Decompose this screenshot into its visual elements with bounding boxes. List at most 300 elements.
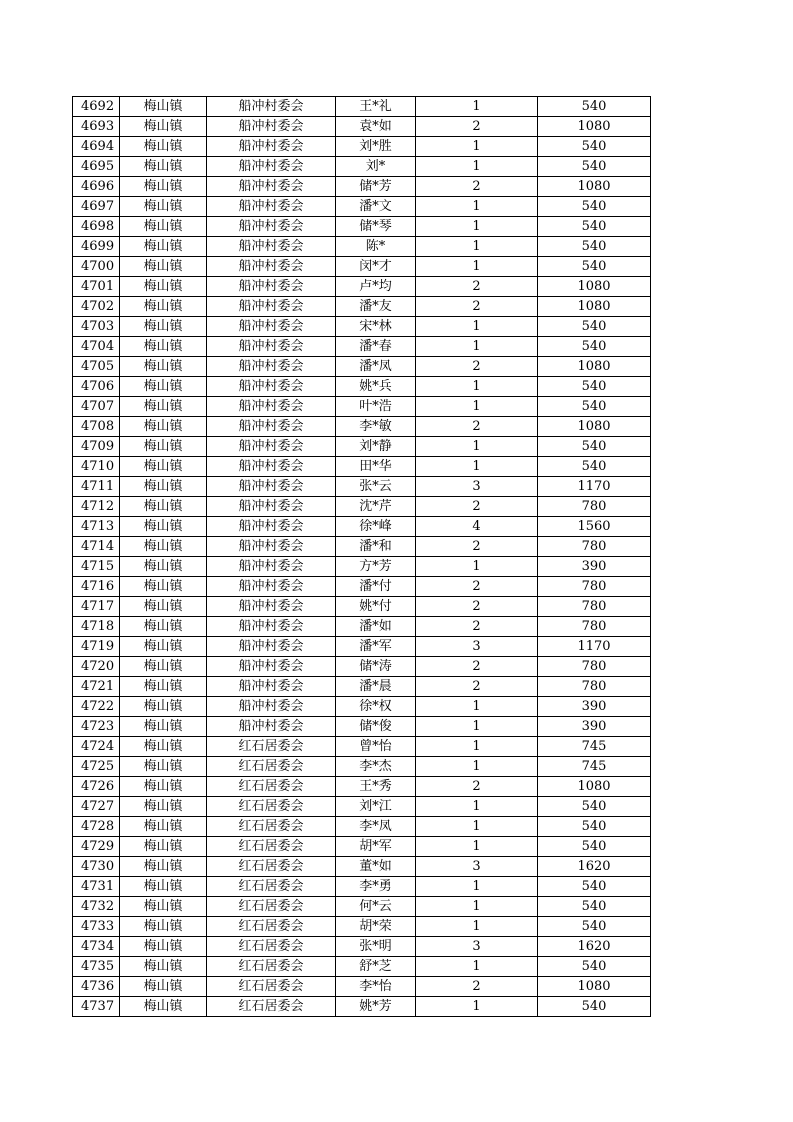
person-name-cell: 姚*付 [336,597,416,617]
amount-cell: 1080 [538,117,651,137]
row-number-cell: 4714 [73,537,120,557]
person-name-cell: 李*怡 [336,977,416,997]
count-cell: 2 [416,577,538,597]
person-name-cell: 胡*荣 [336,917,416,937]
amount-cell: 540 [538,257,651,277]
committee-cell: 红石居委会 [207,877,336,897]
committee-cell: 船冲村委会 [207,97,336,117]
table-row [73,977,651,997]
committee-cell: 船冲村委会 [207,617,336,637]
table-row [73,137,651,157]
committee-cell: 船冲村委会 [207,317,336,337]
person-name-cell: 徐*峰 [336,517,416,537]
amount-cell: 540 [538,897,651,917]
count-cell: 1 [416,197,538,217]
table-row [73,557,651,577]
table-row [73,417,651,437]
amount-cell: 1080 [538,297,651,317]
count-cell: 1 [416,737,538,757]
table-row [73,577,651,597]
town-cell: 梅山镇 [120,937,207,957]
person-name-cell: 董*如 [336,857,416,877]
person-name-cell: 沈*芹 [336,497,416,517]
town-cell: 梅山镇 [120,877,207,897]
person-name-cell: 潘*春 [336,337,416,357]
amount-cell: 780 [538,497,651,517]
town-cell: 梅山镇 [120,397,207,417]
table-row [73,117,651,137]
committee-cell: 船冲村委会 [207,497,336,517]
committee-cell: 红石居委会 [207,937,336,957]
person-name-cell: 田*华 [336,457,416,477]
amount-cell: 390 [538,717,651,737]
amount-cell: 540 [538,957,651,977]
count-cell: 1 [416,717,538,737]
amount-cell: 540 [538,137,651,157]
row-number-cell: 4708 [73,417,120,437]
row-number-cell: 4724 [73,737,120,757]
table-row [73,897,651,917]
table-row [73,757,651,777]
committee-cell: 船冲村委会 [207,657,336,677]
table-row [73,377,651,397]
town-cell: 梅山镇 [120,477,207,497]
table-row [73,517,651,537]
table-row [73,437,651,457]
row-number-cell: 4726 [73,777,120,797]
table-row [73,717,651,737]
person-name-cell: 潘*如 [336,617,416,637]
count-cell: 3 [416,637,538,657]
count-cell: 1 [416,877,538,897]
committee-cell: 船冲村委会 [207,257,336,277]
person-name-cell: 张*云 [336,477,416,497]
count-cell: 3 [416,477,538,497]
amount-cell: 540 [538,917,651,937]
amount-cell: 1560 [538,517,651,537]
person-name-cell: 舒*芝 [336,957,416,977]
amount-cell: 390 [538,557,651,577]
count-cell: 2 [416,617,538,637]
town-cell: 梅山镇 [120,817,207,837]
count-cell: 2 [416,357,538,377]
row-number-cell: 4701 [73,277,120,297]
person-name-cell: 刘* [336,157,416,177]
row-number-cell: 4700 [73,257,120,277]
row-number-cell: 4704 [73,337,120,357]
committee-cell: 红石居委会 [207,897,336,917]
count-cell: 1 [416,157,538,177]
table-row [73,537,651,557]
row-number-cell: 4719 [73,637,120,657]
town-cell: 梅山镇 [120,957,207,977]
count-cell: 1 [416,257,538,277]
amount-cell: 1080 [538,177,651,197]
count-cell: 1 [416,697,538,717]
town-cell: 梅山镇 [120,737,207,757]
committee-cell: 红石居委会 [207,997,336,1017]
committee-cell: 船冲村委会 [207,277,336,297]
row-number-cell: 4736 [73,977,120,997]
count-cell: 2 [416,277,538,297]
committee-cell: 船冲村委会 [207,217,336,237]
committee-cell: 红石居委会 [207,797,336,817]
town-cell: 梅山镇 [120,857,207,877]
row-number-cell: 4715 [73,557,120,577]
person-name-cell: 姚*兵 [336,377,416,397]
town-cell: 梅山镇 [120,497,207,517]
committee-cell: 红石居委会 [207,837,336,857]
person-name-cell: 潘*友 [336,297,416,317]
table-row [73,737,651,757]
count-cell: 2 [416,777,538,797]
town-cell: 梅山镇 [120,677,207,697]
committee-cell: 红石居委会 [207,977,336,997]
amount-cell: 780 [538,677,651,697]
amount-cell: 1620 [538,937,651,957]
person-name-cell: 曾*怡 [336,737,416,757]
count-cell: 2 [416,417,538,437]
town-cell: 梅山镇 [120,377,207,397]
row-number-cell: 4712 [73,497,120,517]
person-name-cell: 张*明 [336,937,416,957]
town-cell: 梅山镇 [120,517,207,537]
committee-cell: 船冲村委会 [207,517,336,537]
table-row [73,877,651,897]
committee-cell: 船冲村委会 [207,457,336,477]
row-number-cell: 4722 [73,697,120,717]
person-name-cell: 潘*军 [336,637,416,657]
row-number-cell: 4735 [73,957,120,977]
table-row [73,837,651,857]
committee-cell: 船冲村委会 [207,537,336,557]
person-name-cell: 储*芳 [336,177,416,197]
committee-cell: 船冲村委会 [207,117,336,137]
amount-cell: 1170 [538,477,651,497]
amount-cell: 745 [538,757,651,777]
person-name-cell: 潘*付 [336,577,416,597]
count-cell: 2 [416,297,538,317]
town-cell: 梅山镇 [120,457,207,477]
table-row [73,237,651,257]
amount-cell: 1080 [538,417,651,437]
town-cell: 梅山镇 [120,657,207,677]
count-cell: 1 [416,217,538,237]
row-number-cell: 4728 [73,817,120,837]
row-number-cell: 4692 [73,97,120,117]
count-cell: 2 [416,977,538,997]
row-number-cell: 4706 [73,377,120,397]
row-number-cell: 4705 [73,357,120,377]
person-name-cell: 方*芳 [336,557,416,577]
amount-cell: 540 [538,877,651,897]
town-cell: 梅山镇 [120,997,207,1017]
count-cell: 1 [416,837,538,857]
table-row [73,197,651,217]
committee-cell: 船冲村委会 [207,637,336,657]
table-row [73,277,651,297]
town-cell: 梅山镇 [120,337,207,357]
row-number-cell: 4707 [73,397,120,417]
row-number-cell: 4737 [73,997,120,1017]
row-number-cell: 4727 [73,797,120,817]
row-number-cell: 4697 [73,197,120,217]
town-cell: 梅山镇 [120,537,207,557]
amount-cell: 540 [538,377,651,397]
amount-cell: 540 [538,397,651,417]
count-cell: 1 [416,317,538,337]
person-name-cell: 袁*如 [336,117,416,137]
committee-cell: 船冲村委会 [207,357,336,377]
town-cell: 梅山镇 [120,117,207,137]
person-name-cell: 李*勇 [336,877,416,897]
amount-cell: 540 [538,237,651,257]
table-row [73,497,651,517]
count-cell: 2 [416,497,538,517]
amount-cell: 540 [538,797,651,817]
town-cell: 梅山镇 [120,157,207,177]
count-cell: 1 [416,797,538,817]
town-cell: 梅山镇 [120,357,207,377]
committee-cell: 船冲村委会 [207,157,336,177]
count-cell: 2 [416,177,538,197]
town-cell: 梅山镇 [120,317,207,337]
person-name-cell: 刘*江 [336,797,416,817]
amount-cell: 780 [538,617,651,637]
amount-cell: 1620 [538,857,651,877]
town-cell: 梅山镇 [120,617,207,637]
count-cell: 2 [416,117,538,137]
count-cell: 4 [416,517,538,537]
committee-cell: 船冲村委会 [207,577,336,597]
town-cell: 梅山镇 [120,97,207,117]
committee-cell: 船冲村委会 [207,297,336,317]
row-number-cell: 4723 [73,717,120,737]
committee-cell: 红石居委会 [207,957,336,977]
person-name-cell: 储*俊 [336,717,416,737]
town-cell: 梅山镇 [120,197,207,217]
town-cell: 梅山镇 [120,257,207,277]
person-name-cell: 闵*才 [336,257,416,277]
row-number-cell: 4713 [73,517,120,537]
row-number-cell: 4731 [73,877,120,897]
table-row [73,597,651,617]
committee-cell: 红石居委会 [207,917,336,937]
row-number-cell: 4699 [73,237,120,257]
amount-cell: 745 [538,737,651,757]
count-cell: 1 [416,957,538,977]
row-number-cell: 4734 [73,937,120,957]
table-row [73,477,651,497]
amount-cell: 1170 [538,637,651,657]
table-row [73,637,651,657]
table-row [73,697,651,717]
count-cell: 1 [416,897,538,917]
row-number-cell: 4694 [73,137,120,157]
committee-cell: 船冲村委会 [207,137,336,157]
person-name-cell: 储*涛 [336,657,416,677]
table-row [73,397,651,417]
row-number-cell: 4732 [73,897,120,917]
table-row [73,297,651,317]
count-cell: 1 [416,97,538,117]
count-cell: 1 [416,397,538,417]
count-cell: 1 [416,337,538,357]
person-name-cell: 王*礼 [336,97,416,117]
amount-cell: 540 [538,997,651,1017]
count-cell: 1 [416,137,538,157]
row-number-cell: 4729 [73,837,120,857]
row-number-cell: 4720 [73,657,120,677]
row-number-cell: 4717 [73,597,120,617]
person-name-cell: 李*凤 [336,817,416,837]
town-cell: 梅山镇 [120,237,207,257]
person-name-cell: 潘*和 [336,537,416,557]
row-number-cell: 4696 [73,177,120,197]
town-cell: 梅山镇 [120,437,207,457]
committee-cell: 船冲村委会 [207,437,336,457]
committee-cell: 红石居委会 [207,737,336,757]
table-row [73,177,651,197]
town-cell: 梅山镇 [120,917,207,937]
amount-cell: 540 [538,457,651,477]
amount-cell: 780 [538,537,651,557]
town-cell: 梅山镇 [120,577,207,597]
committee-cell: 船冲村委会 [207,237,336,257]
count-cell: 1 [416,917,538,937]
committee-cell: 船冲村委会 [207,417,336,437]
table-row [73,777,651,797]
town-cell: 梅山镇 [120,417,207,437]
town-cell: 梅山镇 [120,977,207,997]
count-cell: 1 [416,997,538,1017]
table-row [73,937,651,957]
table-row [73,357,651,377]
count-cell: 3 [416,857,538,877]
row-number-cell: 4693 [73,117,120,137]
committee-cell: 红石居委会 [207,757,336,777]
table-row [73,617,651,637]
count-cell: 2 [416,537,538,557]
person-name-cell: 姚*芳 [336,997,416,1017]
town-cell: 梅山镇 [120,137,207,157]
table-row [73,337,651,357]
row-number-cell: 4725 [73,757,120,777]
count-cell: 1 [416,817,538,837]
count-cell: 2 [416,597,538,617]
row-number-cell: 4698 [73,217,120,237]
town-cell: 梅山镇 [120,897,207,917]
table-row [73,97,651,117]
committee-cell: 船冲村委会 [207,477,336,497]
records-table-body [73,97,651,1017]
amount-cell: 540 [538,837,651,857]
town-cell: 梅山镇 [120,777,207,797]
person-name-cell: 潘*凤 [336,357,416,377]
town-cell: 梅山镇 [120,557,207,577]
town-cell: 梅山镇 [120,637,207,657]
table-row [73,157,651,177]
person-name-cell: 储*琴 [336,217,416,237]
person-name-cell: 潘*晨 [336,677,416,697]
committee-cell: 船冲村委会 [207,197,336,217]
committee-cell: 船冲村委会 [207,597,336,617]
person-name-cell: 何*云 [336,897,416,917]
row-number-cell: 4703 [73,317,120,337]
amount-cell: 1080 [538,357,651,377]
count-cell: 1 [416,457,538,477]
table-row [73,817,651,837]
committee-cell: 红石居委会 [207,777,336,797]
row-number-cell: 4702 [73,297,120,317]
person-name-cell: 胡*军 [336,837,416,857]
town-cell: 梅山镇 [120,177,207,197]
committee-cell: 红石居委会 [207,817,336,837]
table-row [73,997,651,1017]
town-cell: 梅山镇 [120,837,207,857]
person-name-cell: 潘*文 [336,197,416,217]
count-cell: 3 [416,937,538,957]
row-number-cell: 4710 [73,457,120,477]
committee-cell: 红石居委会 [207,857,336,877]
amount-cell: 780 [538,657,651,677]
count-cell: 2 [416,657,538,677]
amount-cell: 1080 [538,977,651,997]
row-number-cell: 4733 [73,917,120,937]
table-row [73,257,651,277]
row-number-cell: 4695 [73,157,120,177]
table-row [73,677,651,697]
amount-cell: 780 [538,597,651,617]
amount-cell: 540 [538,97,651,117]
person-name-cell: 李*杰 [336,757,416,777]
amount-cell: 540 [538,217,651,237]
committee-cell: 船冲村委会 [207,337,336,357]
table-row [73,857,651,877]
row-number-cell: 4709 [73,437,120,457]
town-cell: 梅山镇 [120,297,207,317]
town-cell: 梅山镇 [120,597,207,617]
table-row [73,457,651,477]
table-row [73,957,651,977]
person-name-cell: 刘*胜 [336,137,416,157]
person-name-cell: 宋*林 [336,317,416,337]
committee-cell: 船冲村委会 [207,377,336,397]
committee-cell: 船冲村委会 [207,177,336,197]
committee-cell: 船冲村委会 [207,697,336,717]
row-number-cell: 4716 [73,577,120,597]
count-cell: 1 [416,557,538,577]
amount-cell: 540 [538,157,651,177]
committee-cell: 船冲村委会 [207,677,336,697]
table-row [73,797,651,817]
person-name-cell: 陈* [336,237,416,257]
town-cell: 梅山镇 [120,717,207,737]
count-cell: 2 [416,677,538,697]
table-row [73,917,651,937]
row-number-cell: 4730 [73,857,120,877]
table-row [73,217,651,237]
count-cell: 1 [416,757,538,777]
table-row [73,657,651,677]
table-row [73,317,651,337]
count-cell: 1 [416,437,538,457]
amount-cell: 1080 [538,777,651,797]
person-name-cell: 卢*均 [336,277,416,297]
committee-cell: 船冲村委会 [207,397,336,417]
town-cell: 梅山镇 [120,757,207,777]
count-cell: 1 [416,377,538,397]
